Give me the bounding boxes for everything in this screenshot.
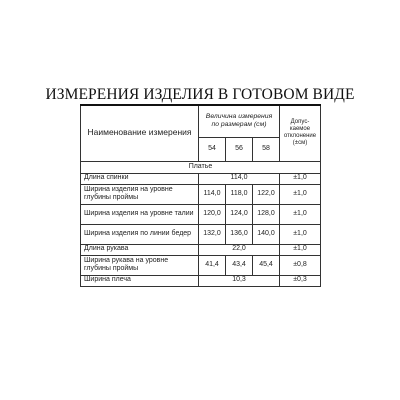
row-name: Ширина рукава на уровне глубины проймы [81, 255, 199, 275]
row-name: Ширина изделия на уровне талии [81, 204, 199, 224]
row-value-58: 140,0 [253, 224, 280, 244]
row-name: Ширина изделия по линии бедер [81, 224, 199, 244]
header-size-group: Величина измерения по размерам (см) [199, 105, 280, 137]
table-row [81, 244, 321, 255]
table-row [81, 224, 321, 244]
row-tolerance: ±1,0 [280, 184, 321, 204]
page-title: ИЗМЕРЕНИЯ ИЗДЕЛИЯ В ГОТОВОМ ВИДЕ [45, 86, 355, 103]
table-row [81, 184, 321, 204]
table-row [81, 173, 321, 184]
section-row [81, 161, 321, 173]
row-value-54: 114,0 [199, 184, 226, 204]
row-value-54: 120,0 [199, 204, 226, 224]
table-row [81, 204, 321, 224]
row-name: Ширина плеча [81, 275, 199, 286]
row-value-58: 128,0 [253, 204, 280, 224]
header-tolerance: Допус-каемое отклонение (±см) [280, 105, 321, 161]
row-tolerance: ±0,8 [280, 255, 321, 275]
table-row [81, 275, 321, 286]
row-value-58: 45,4 [253, 255, 280, 275]
section-label: Платье [81, 161, 321, 173]
row-value-54: 132,0 [199, 224, 226, 244]
header-size-54: 54 [199, 137, 226, 161]
row-value-56: 43,4 [226, 255, 253, 275]
row-value-56: 136,0 [226, 224, 253, 244]
row-value-merged: 114,0 [199, 173, 280, 184]
header-size-58: 58 [253, 137, 280, 161]
row-value-54: 41,4 [199, 255, 226, 275]
row-name: Длина рукава [81, 244, 199, 255]
header-name: Наименование измерения [81, 105, 199, 161]
measurements-table [80, 104, 321, 287]
row-value-58: 122,0 [253, 184, 280, 204]
row-name: Ширина изделия на уровне глубины проймы [81, 184, 199, 204]
row-value-56: 118,0 [226, 184, 253, 204]
row-value-merged: 22,0 [199, 244, 280, 255]
row-name: Длина спинки [81, 173, 199, 184]
header-size-56: 56 [226, 137, 253, 161]
row-tolerance: ±1,0 [280, 173, 321, 184]
row-tolerance: ±0,3 [280, 275, 321, 286]
row-value-56: 124,0 [226, 204, 253, 224]
table-header-row [81, 105, 321, 137]
row-tolerance: ±1,0 [280, 244, 321, 255]
row-tolerance: ±1,0 [280, 224, 321, 244]
row-tolerance: ±1,0 [280, 204, 321, 224]
table-row [81, 255, 321, 275]
row-value-merged: 10,3 [199, 275, 280, 286]
